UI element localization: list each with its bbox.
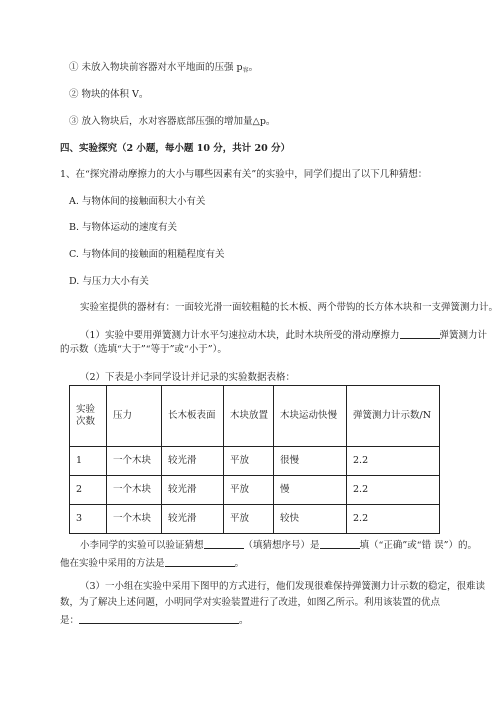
section-title: 四、实验探究（2 小题，每小题 10 分，共计 20 分） — [60, 143, 291, 154]
table-header-cell: 长木板表面 — [162, 386, 224, 447]
part-3-end: 。 — [239, 615, 249, 626]
equipment-text: 实验室提供的器材有：一面较光滑一面较粗糙的长木板、两个带钩的长方体木块和一支弹簧测力计。 — [80, 302, 499, 313]
conclusion-text-a: 小李同学的实验可以验证猜想 — [80, 540, 204, 551]
part-1-text-b: 弹簧测力计 — [439, 330, 488, 341]
option-c: C. 与物体间的接触面的粗糙程度有关 — [69, 249, 225, 260]
part-3-text: 是： — [60, 615, 80, 626]
table-cell: 2.2 — [347, 505, 440, 534]
option-b: B. 与物体运动的速度有关 — [69, 222, 178, 233]
table-header-cell: 木块运动快慢 — [274, 386, 347, 447]
option-d: D. 与压力大小有关 — [69, 276, 149, 287]
table-header-row — [70, 386, 440, 447]
method-end: 。 — [234, 558, 245, 569]
table-cell: 2.2 — [347, 476, 440, 505]
table-cell: 一个木块 — [107, 505, 162, 534]
table-cell: 3 — [70, 505, 107, 534]
header-line-2: 次数 — [76, 416, 96, 427]
conclusion-text-b: （填猜想序号）是 — [243, 540, 320, 551]
part-1-answer-blank[interactable] — [400, 328, 440, 339]
table-cell: 较光滑 — [162, 505, 224, 534]
table-cell: 2.2 — [347, 447, 440, 476]
table-cell: 较快 — [274, 505, 347, 534]
item-3: ③ 放入物块后，水对容器底部压强的增加量△p。 — [69, 116, 276, 127]
header-line-1: 实验 — [76, 404, 96, 415]
table-row — [70, 505, 440, 534]
experiment-table — [69, 385, 440, 534]
item-2: ② 物块的体积 V。 — [69, 89, 149, 100]
table-header-cell — [70, 386, 107, 447]
table-cell: 慢 — [274, 476, 347, 505]
table-cell: 2 — [70, 476, 107, 505]
table-header-cell: 压力 — [107, 386, 162, 447]
table-cell: 较光滑 — [162, 447, 224, 476]
table-cell: 1 — [70, 447, 107, 476]
part-2-intro: （2）下表是小李同学设计并记录的实验数据表格： — [80, 372, 296, 383]
method-text: 他在实验中采用的方法是 — [60, 558, 165, 569]
table-row — [70, 447, 440, 476]
item-1 — [69, 62, 258, 77]
advantage-blank[interactable] — [79, 613, 239, 624]
part-3-line-1: （3）一小组在实验中采用下图甲的方式进行，他们发现很难保持弹簧测力计示数的稳定，很难读 — [80, 581, 486, 592]
part-3-line-3 — [60, 613, 249, 627]
item-1-subscript: 容 — [242, 67, 249, 74]
table-header-cell: 木块放置 — [224, 386, 274, 447]
hypothesis-blank[interactable] — [204, 538, 244, 549]
table-cell: 平放 — [224, 447, 274, 476]
conclusion-text-c: 填（“正确”或“错 误”）的。 — [359, 540, 477, 551]
question-intro: 1、在“探究滑动摩擦力的大小与哪些因素有关”的实验中，同学们提出了以下几种猜想： — [60, 169, 428, 180]
part-3-line-2: 数，为了解决上述问题，小明同学对实验装置进行了改进，如图乙所示。利用该装置的优点 — [60, 597, 441, 608]
method-line — [60, 556, 244, 570]
table-cell: 平放 — [224, 505, 274, 534]
conclusion-line — [80, 538, 477, 552]
table-cell: 平放 — [224, 476, 274, 505]
item-1-suffix: 。 — [248, 62, 259, 73]
option-a: A. 与物体间的接触面积大小有关 — [69, 196, 206, 207]
table-cell: 一个木块 — [107, 447, 162, 476]
part-1-line-1 — [80, 328, 487, 342]
table-row — [70, 476, 440, 505]
correctness-blank[interactable] — [320, 538, 360, 549]
table-cell: 较光滑 — [162, 476, 224, 505]
item-1-text: ① 未放入物块前容器对水平地面的压强 p — [69, 62, 243, 73]
part-1-line-2: 的示数（选填“大于”“等于”或“小于”）。 — [60, 344, 227, 355]
table-cell: 很慢 — [274, 447, 347, 476]
table-cell: 一个木块 — [107, 476, 162, 505]
method-blank[interactable] — [165, 556, 235, 567]
table-header-cell: 弹簧测力计示数/N — [347, 386, 440, 447]
part-1-text-a: （1）实验中要用弹簧测力计水平匀速拉动木块，此时木块所受的滑动摩擦力 — [80, 330, 400, 341]
